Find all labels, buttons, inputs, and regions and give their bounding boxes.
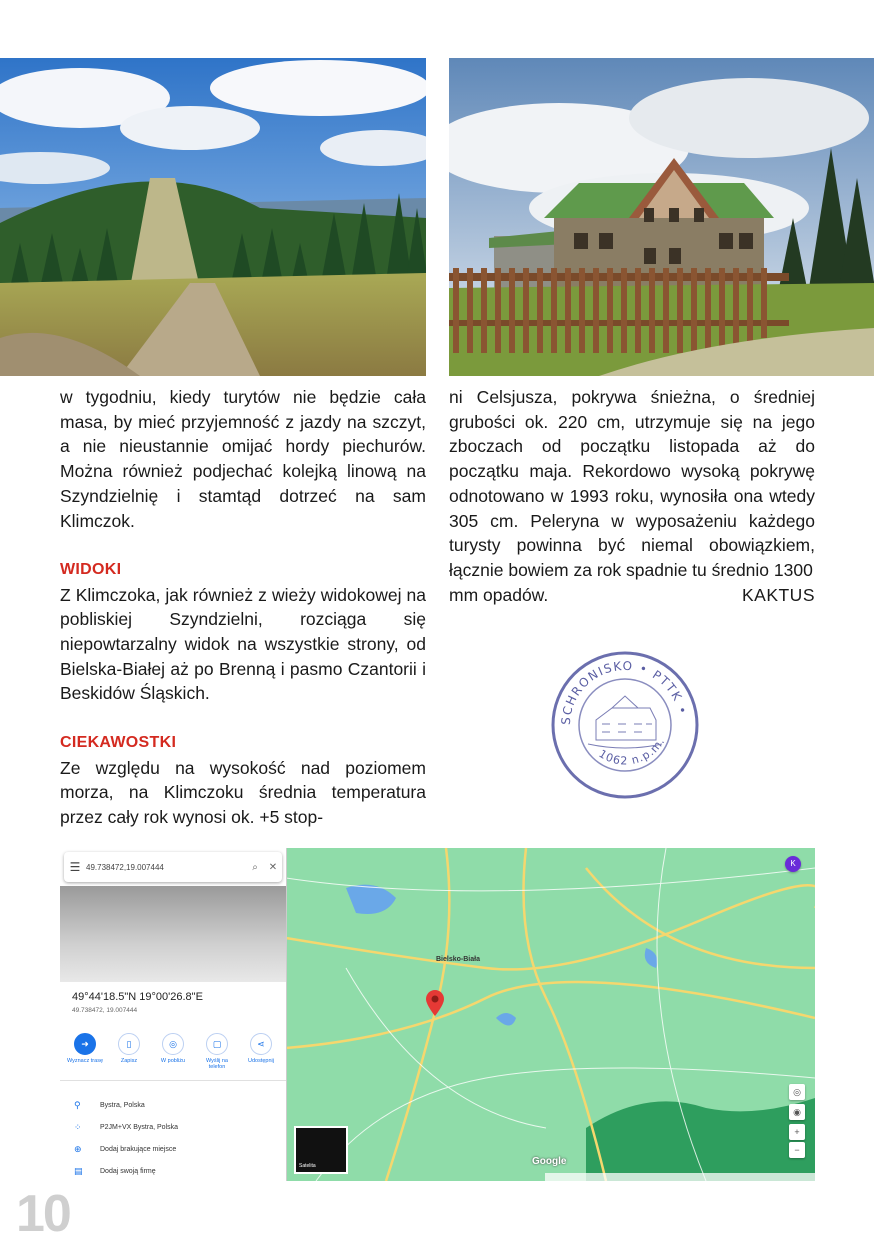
page-number: 10	[16, 1185, 70, 1243]
mountain-photo	[0, 58, 426, 376]
info-text: P2JM+VX Bystra, Polska	[100, 1123, 179, 1131]
map-place-label: Bielsko-Biała	[436, 956, 480, 963]
action-label: Wyślij na telefon	[206, 1058, 228, 1070]
nearby-icon: ◎	[162, 1033, 184, 1055]
location-icon[interactable]: ◉	[789, 1104, 805, 1120]
avatar[interactable]: K	[785, 856, 801, 872]
right-text-column	[449, 385, 815, 607]
location-pin-icon[interactable]	[426, 990, 444, 1016]
close-icon[interactable]: ✕	[268, 861, 278, 873]
stamp-text-bottom: 1062 n.p.m.	[596, 735, 668, 768]
compass-icon[interactable]: ◎	[789, 1084, 805, 1100]
zoom-out-icon[interactable]: −	[789, 1142, 805, 1158]
list-item[interactable]	[74, 1116, 279, 1138]
map-view[interactable]	[286, 848, 815, 1181]
nearby-button[interactable]	[154, 1033, 192, 1070]
hostel-stamp	[548, 648, 702, 802]
action-label: Udostępnij	[248, 1058, 274, 1064]
signature-line	[449, 583, 815, 608]
place-info-list	[74, 1094, 279, 1181]
list-item[interactable]	[74, 1160, 279, 1181]
search-box[interactable]	[64, 852, 282, 882]
place-panel	[60, 848, 287, 1181]
search-input[interactable]: 49.738472,19.007444	[86, 862, 164, 872]
send-to-phone-button[interactable]	[198, 1033, 236, 1070]
action-buttons	[66, 1033, 280, 1070]
google-logo: Google	[532, 1156, 567, 1167]
map-footer	[545, 1173, 815, 1181]
layers-label: Satelita	[299, 1163, 316, 1169]
section-heading-views: WIDOKI	[60, 560, 122, 578]
paragraph: Ze względu na wysokość nad poziomem morza, na Klimczoku średnia temperatura przez cały rok wynosi ok. +5 stop-	[60, 757, 426, 827]
list-item[interactable]	[74, 1138, 279, 1160]
add-place-icon: ⊕	[74, 1143, 82, 1154]
save-button[interactable]	[110, 1033, 148, 1070]
menu-icon[interactable]: ☰	[69, 860, 81, 874]
hostel-photo	[449, 58, 874, 376]
info-text: Dodaj brakujące miejsce	[100, 1145, 177, 1153]
share-icon: ⋖	[250, 1033, 272, 1055]
zoom-in-icon[interactable]: +	[789, 1124, 805, 1140]
plus-code-icon: ⁘	[74, 1121, 82, 1132]
directions-icon: ➜	[74, 1033, 96, 1055]
pin-icon: ⚲	[74, 1099, 81, 1110]
phone-icon: ▢	[206, 1033, 228, 1055]
share-button[interactable]	[242, 1033, 280, 1070]
paragraph: ni Celsjusza, pokrywa śnieżna, o średniej grubości ok. 220 cm, utrzymuje się na jego zboczach od początku listopada aż do początku maja. Rekordowo wysoką pokrywę odnotowano w 1993 roku, wynosiła ona wtedy 305 cm. Peleryna w wyposażeniu każdego turysty powinna być niemal obowiązkiem, łącznie bowiem za rok spadnie tu średnio 1300	[449, 387, 815, 580]
coordinates-decimal: 49.738472, 19.007444	[72, 1007, 138, 1014]
paragraph: w tygodniu, kiedy turytów nie będzie cała masa, by mieć przyjemność z jazdy na szczyt, a nie nieustannie omijać hordy piechurów. Można również podjechać kolejką linową na Szyndzielnię i stamtąd dotrzeć na sam Klimczok.	[60, 387, 426, 531]
street-view-image[interactable]	[60, 886, 286, 982]
bookmark-icon: ▯	[118, 1033, 140, 1055]
search-icon[interactable]: ⌕	[252, 861, 258, 873]
info-text: Bystra, Polska	[100, 1101, 145, 1109]
left-text-column	[60, 385, 426, 830]
section-heading-curiosities: CIEKAWOSTKI	[60, 733, 177, 751]
stamp-text-top: SCHRONISKO • PTTK •	[558, 658, 691, 726]
author-name: KAKTUS	[741, 584, 815, 605]
action-label: Wyznacz trasę	[66, 1058, 104, 1064]
action-label: Zapisz	[120, 1058, 138, 1064]
paragraph: Z Klimczoka, jak również z wieży widokowej na pobliskiej Szyndzielni, rozciąga się niepowtarzalny widok na wszystkie strony, od Bielska-Białej aż po Brenną i pasmo Czantorii i Beskidów Śląskich.	[60, 584, 426, 704]
divider	[60, 1080, 286, 1081]
info-text: Dodaj swoją firmę	[100, 1167, 156, 1175]
directions-button[interactable]	[66, 1033, 104, 1070]
coordinates: 49°44'18.5"N 19°00'26.8"E	[72, 991, 203, 1003]
map-screenshot	[60, 848, 815, 1181]
layers-toggle[interactable]	[294, 1126, 348, 1174]
action-label: W pobliżu	[160, 1058, 186, 1064]
store-icon: ▤	[74, 1165, 83, 1176]
list-item[interactable]	[74, 1094, 279, 1116]
paragraph-end: mm opadów.	[449, 584, 549, 605]
